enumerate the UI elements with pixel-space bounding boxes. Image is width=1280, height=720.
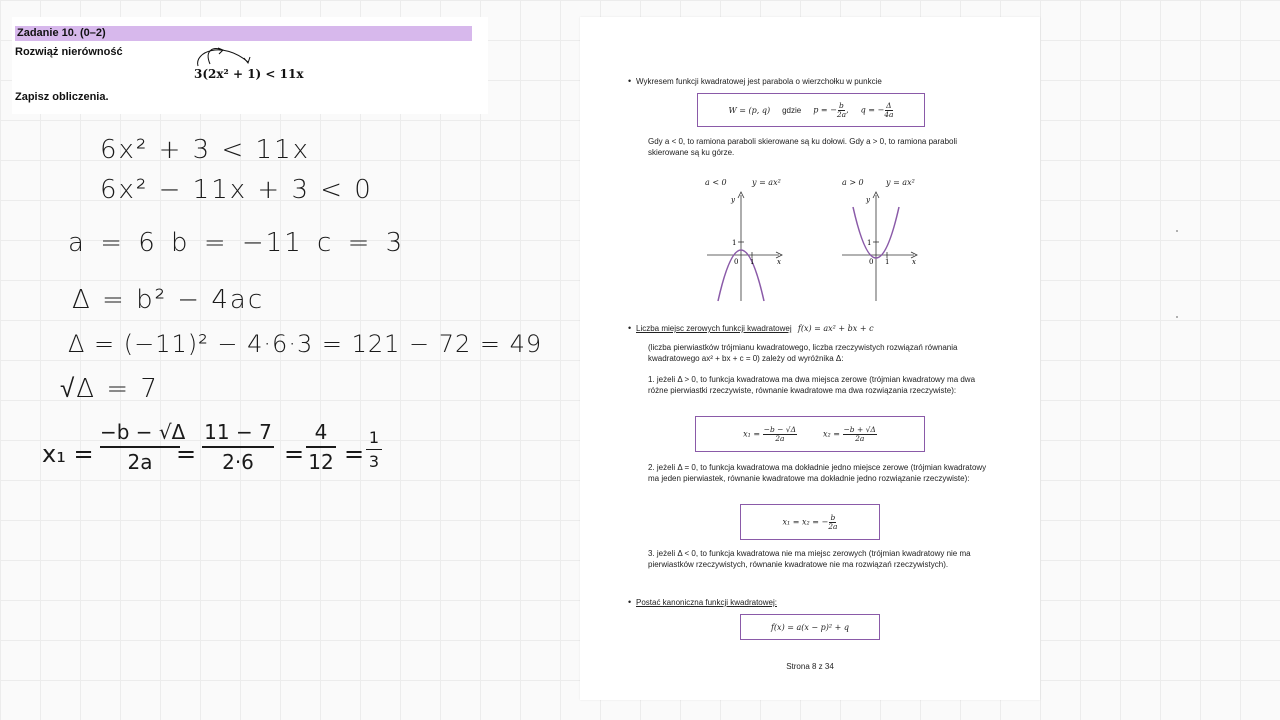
frac-denominator: 2·6 <box>222 450 254 474</box>
x1-x2-frac <box>828 514 837 531</box>
x1-x2-num: b <box>830 512 836 522</box>
hw-delta-formula: Δ = b² − 4ac <box>72 285 265 315</box>
frac-numerator: 1 <box>368 428 380 447</box>
graph-right-x-label: x <box>912 258 916 266</box>
hw-line-2: 6x² − 11x + 3 < 0 <box>100 175 373 205</box>
hw-equals: = <box>284 440 305 468</box>
x2-den: 2a <box>855 433 865 443</box>
frac-numerator: −b − √Δ <box>100 420 186 444</box>
zeros-heading: Liczba miejsc zerowych funkcji kwadratowej <box>636 324 792 333</box>
parabola-up-graph <box>840 189 920 304</box>
frac-denominator: 3 <box>368 452 380 471</box>
fraction-bar <box>306 446 336 448</box>
vertex-p-num: b <box>839 100 844 110</box>
graph-left-y-label: y <box>731 196 735 204</box>
vertex-intro: • Wykresem funkcji kwadratowej jest parabola o wierzchołku w punkcie <box>636 76 1016 87</box>
x1-x2-lhs: x₁ = x₂ = − <box>782 517 829 526</box>
vertex-formula-box <box>697 93 925 127</box>
vertex-p-frac <box>837 102 846 119</box>
task-save-prompt: Zapisz obliczenia. <box>15 91 109 103</box>
vertex-p: p = − $\frac{b}{2a}$ , <box>813 100 849 119</box>
graph-left-condition: a < 0 <box>705 178 727 187</box>
fraction-bar <box>100 446 180 448</box>
x2-lhs: x₂ = <box>823 429 840 438</box>
canonical-heading-line <box>636 597 1016 608</box>
vertex-q-num: Δ <box>886 100 892 110</box>
direction-text: Gdy a < 0, to ramiona paraboli skierowane są ku dołowi. Gdy a > 0, to ramiona paraboli skierowane są ku górze. <box>648 137 958 157</box>
x2-formula <box>823 426 877 443</box>
task-instruction: Rozwiąż nierówność <box>15 46 123 58</box>
graph-left-one-x: 1 <box>750 258 755 266</box>
stray-dot <box>1176 230 1178 232</box>
graph-right-zero: 0 <box>869 258 874 266</box>
canonical-heading: Postać kanoniczna funkcji kwadratowej: <box>636 598 777 607</box>
page-number: Strona 8 z 34 <box>786 662 834 671</box>
hw-frac-2 <box>202 420 274 474</box>
vertex-q-lhs: q = − <box>860 105 885 114</box>
fraction-bar <box>366 449 382 450</box>
stray-dot <box>1176 316 1178 318</box>
hw-line-1: 6x² + 3 < 11x <box>100 135 310 165</box>
hw-delta-calc: Δ = (−11)² − 4·6·3 = 121 − 72 = 49 <box>68 330 543 358</box>
hw-coefficients: a = 6 b = −11 c = 3 <box>68 228 405 258</box>
distribution-arrows-icon <box>192 44 262 68</box>
graph-right-one-y: 1 <box>867 239 872 247</box>
vertex-q-den: 4a <box>884 109 894 119</box>
case-3-text: 3. jeżeli Δ < 0, to funkcja kwadratowa nie ma miejsc zerowych (trójmian kwadratowy nie ma pierwiastków rzeczywistych, równanie kwadratowe nie ma rozwiązań rzeczywistych). <box>648 549 971 569</box>
task-header: Zadanie 10. (0–2) <box>15 26 472 41</box>
case-2-text: 2. jeżeli Δ = 0, to funkcja kwadratowa ma dokładnie jedno miejsce zerowe (trójmian kwadratowy ma jeden pierwiastek, równanie kwadratowe ma dokładnie jedno rozwiązanie rzeczywiste): <box>648 463 987 483</box>
vertex-p-den: 2a <box>836 109 847 119</box>
hw-equals: = <box>344 440 365 468</box>
parabola-down-graph <box>705 189 785 304</box>
graph-left-one-y: 1 <box>732 239 737 247</box>
hw-frac-3 <box>306 420 336 474</box>
hw-frac-4 <box>366 428 382 471</box>
graph-right-y-label: y <box>866 196 870 204</box>
vertex-gdzie: gdzie <box>782 105 802 115</box>
case-1-text: 1. jeżeli Δ > 0, to funkcja kwadratowa ma dwa miejsca zerowe (trójmian kwadratowy ma dwa różne pierwiastki rzeczywiste, równanie kwadratowe ma dwa rozwiązania rzeczywiste): <box>648 375 976 395</box>
x1-x2-formula <box>783 514 838 531</box>
frac-denominator: 2a <box>127 450 153 474</box>
vertex-q <box>861 102 894 119</box>
canonical-formula-box <box>740 614 880 640</box>
graph-left-equation: y = ax² <box>752 178 781 187</box>
x1-frac <box>763 426 797 443</box>
frac-denominator: 12 <box>308 450 334 474</box>
frac-numerator: 4 <box>314 420 328 444</box>
vertex-q-frac <box>884 102 893 119</box>
case-2-formula-box <box>740 504 880 540</box>
task-card <box>12 17 488 114</box>
x1-den: 2a <box>775 433 785 443</box>
canonical-formula: f(x) = a(x − p)² + q <box>770 622 850 632</box>
formula-sheet-page <box>580 17 1040 700</box>
graph-left-zero: 0 <box>734 258 739 266</box>
vertex-point: W = (p, q) <box>728 105 771 115</box>
graph-right-equation: y = ax² <box>886 178 915 187</box>
zeros-description: (liczba pierwiastków trójmianu kwadratowego, liczba rzeczywistych rozwiązań równania kwadratowego ax² + bx + c = 0) zależy od wyróżnika Δ: <box>648 343 958 363</box>
task-formula: 3(2x² + 1) < 11x <box>194 67 304 81</box>
x1-num: −b − √Δ <box>763 424 796 434</box>
fraction-bar <box>202 446 274 448</box>
x1-formula <box>743 426 797 443</box>
hw-frac-1 <box>100 420 186 474</box>
hw-x1-label: x₁ = <box>42 440 94 468</box>
hw-equals: = <box>176 440 197 468</box>
zeros-heading-line <box>636 323 1026 334</box>
x1-lhs: x₁ = <box>743 429 761 438</box>
vertex-p-lhs: p = − <box>813 105 837 114</box>
graph-right-condition: a > 0 <box>842 178 864 187</box>
graph-right-one-x: 1 <box>885 258 890 266</box>
x2-num: −b + √Δ <box>843 424 876 434</box>
graph-left-x-label: x <box>777 258 781 266</box>
x2-frac <box>843 426 877 443</box>
x1-x2-den: 2a <box>828 521 838 531</box>
hw-sqrt-delta: √Δ = 7 <box>60 374 159 404</box>
frac-numerator: 11 − 7 <box>204 420 272 444</box>
case-1-formula-box <box>695 416 925 452</box>
zeros-formula: f(x) = ax² + bx + c <box>797 324 874 333</box>
